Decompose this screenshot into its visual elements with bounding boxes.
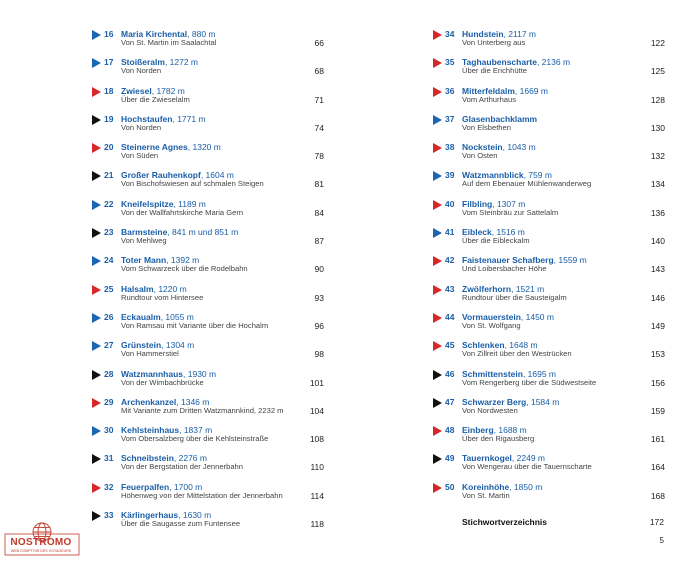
tour-number: 38 — [445, 142, 455, 153]
tour-number: 26 — [104, 311, 114, 322]
tour-route: Höhenweg von der Mittelstation der Jennerbahn — [121, 490, 283, 500]
toc-entry[interactable] — [92, 141, 324, 169]
tour-number: 41 — [445, 227, 455, 238]
page-number: 153 — [650, 349, 665, 360]
triangle-marker-icon — [433, 115, 442, 125]
triangle-marker-icon — [433, 426, 442, 436]
page-number: 140 — [650, 236, 665, 247]
tour-route: Vom Schwarzeck über die Rodelbahn — [121, 264, 248, 274]
page-number: 78 — [314, 151, 324, 162]
tour-route: Auf dem Ebenauer Mühlenwanderweg — [462, 179, 592, 189]
toc-entry[interactable] — [92, 28, 324, 56]
triangle-marker-icon — [433, 228, 442, 238]
tour-name: Watzmannblick — [462, 170, 524, 181]
tour-number: 19 — [104, 113, 114, 124]
tour-number: 18 — [104, 85, 114, 96]
tour-number: 21 — [104, 170, 114, 181]
triangle-marker-icon — [92, 228, 101, 238]
tour-name: Archenkanzel — [121, 396, 177, 407]
tour-number: 40 — [445, 198, 455, 209]
page-number: 118 — [310, 519, 324, 530]
toc-entry[interactable] — [433, 28, 665, 56]
tour-altitude: , 1688 m — [493, 425, 527, 436]
tour-route: Von Bischofswiesen auf schmalen Steigen — [121, 179, 264, 189]
tour-name: Einberg — [462, 425, 494, 436]
triangle-marker-icon — [92, 256, 101, 266]
tour-altitude: , 1559 m — [553, 255, 587, 266]
toc-entry[interactable] — [92, 509, 324, 537]
page-number: 161 — [650, 434, 665, 445]
triangle-marker-icon — [433, 30, 442, 40]
tour-name: Maria Kirchental — [121, 29, 188, 39]
tour-altitude: , 1850 m — [509, 481, 543, 492]
tour-route: Über den Rigausberg — [462, 434, 535, 444]
toc-entry[interactable] — [433, 396, 665, 424]
page-number: 74 — [314, 122, 324, 133]
toc-entry[interactable] — [433, 85, 665, 113]
tour-altitude: , 1346 m — [176, 396, 210, 407]
triangle-marker-icon — [433, 370, 442, 380]
tour-altitude: , 1648 m — [504, 340, 538, 351]
toc-entry[interactable] — [92, 85, 324, 113]
page-number: 81 — [314, 179, 324, 190]
page-number: 98 — [314, 349, 324, 360]
tour-name: Taghaubenscharte — [462, 57, 537, 68]
triangle-marker-icon — [92, 171, 101, 181]
tour-route: Von der Wallfahrtskirche Maria Gern — [121, 207, 244, 217]
toc-entry[interactable] — [433, 424, 665, 452]
toc-entry[interactable] — [92, 368, 324, 396]
tour-altitude: , 1630 m — [178, 510, 212, 521]
tour-name: Glasenbachklamm — [462, 113, 538, 124]
tour-name: Hochstaufen — [121, 113, 173, 124]
page-number: 130 — [650, 122, 665, 133]
triangle-marker-icon — [92, 398, 101, 408]
tour-number: 23 — [104, 227, 114, 238]
tour-route: Von Norden — [121, 122, 162, 132]
tour-number: 34 — [445, 29, 455, 39]
tour-name: Großer Rauhenkopf — [121, 170, 201, 181]
triangle-marker-icon — [92, 483, 101, 493]
tour-route: Und Loibersbacher Höhe — [462, 264, 547, 274]
tour-altitude: , 1771 m — [172, 113, 206, 124]
toc-entry[interactable] — [92, 311, 324, 339]
tour-number: 27 — [104, 340, 114, 351]
toc-entry[interactable] — [433, 254, 665, 282]
tour-altitude: , 1837 m — [179, 425, 213, 436]
page-number: 114 — [310, 490, 324, 501]
tour-name: Mitterfeldalm — [462, 85, 515, 96]
page-number: 143 — [650, 264, 665, 275]
triangle-marker-icon — [92, 30, 101, 40]
logo-wordmark: NOSTROMO — [10, 537, 72, 548]
tour-number: 49 — [445, 453, 455, 464]
page-number: 104 — [309, 405, 324, 416]
triangle-marker-icon — [92, 200, 101, 210]
tour-name: Eckaualm — [121, 311, 161, 322]
tour-altitude: , 1782 m — [151, 85, 185, 96]
tour-number: 28 — [104, 368, 114, 379]
toc-entry[interactable] — [92, 396, 324, 424]
tour-name: Hundstein — [462, 29, 504, 39]
tour-number: 35 — [445, 57, 455, 68]
tour-altitude: , 759 m — [523, 170, 552, 181]
tour-route: Über die Zwieselalm — [121, 94, 190, 104]
triangle-marker-icon — [92, 58, 101, 68]
tour-number: 48 — [445, 425, 455, 436]
page-number: 101 — [309, 377, 324, 388]
tour-number: 33 — [104, 510, 114, 521]
triangle-marker-icon — [92, 87, 101, 97]
tour-altitude: , 1516 m — [491, 227, 525, 238]
tour-number: 30 — [104, 425, 114, 436]
tour-name: Watzmannhaus — [121, 368, 184, 379]
tour-route: Von der Wimbachbrücke — [121, 377, 204, 387]
tour-name: Koreinhöhe — [462, 481, 510, 492]
toc-left-column — [92, 28, 324, 537]
tour-altitude: , 1307 m — [492, 198, 526, 209]
triangle-marker-icon — [433, 143, 442, 153]
tour-name: Eibleck — [462, 227, 492, 238]
triangle-marker-icon — [433, 58, 442, 68]
tour-route: Rundtour über die Sausteigalm — [462, 292, 567, 302]
tour-altitude: , 1521 m — [511, 283, 545, 294]
toc-entry[interactable] — [433, 169, 665, 197]
tour-route: Vom Obersalzberg über die Kehlsteinstraße — [121, 434, 269, 444]
tour-route: Von Ramsau mit Variante über die Hochalm — [121, 320, 269, 330]
triangle-marker-icon — [92, 285, 101, 295]
tour-number: 45 — [445, 340, 455, 351]
tour-name: Tauernkogel — [462, 453, 512, 464]
toc-entry[interactable] — [433, 198, 665, 226]
page-folio: 5 — [659, 536, 664, 545]
toc-entry[interactable] — [92, 452, 324, 480]
tour-route: Vom Arthurhaus — [462, 94, 517, 104]
tour-name: Steinerne Agnes — [121, 142, 188, 153]
tour-altitude: , 1604 m — [200, 170, 234, 181]
triangle-marker-icon — [92, 370, 101, 380]
tour-number: 46 — [445, 368, 455, 379]
triangle-marker-icon — [433, 483, 442, 493]
toc-entry[interactable] — [92, 198, 324, 226]
tour-route: Von Wengerau über die Tauernscharte — [462, 462, 592, 472]
tour-route: Mit Variante zum Dritten Watzmannkind, 2232 m — [121, 405, 284, 415]
triangle-marker-icon — [433, 285, 442, 295]
tour-number: 22 — [104, 198, 114, 209]
tour-number: 31 — [104, 453, 114, 464]
triangle-marker-icon — [433, 398, 442, 408]
tour-route: Von Zillreit über den Westrücken — [462, 349, 572, 359]
tour-altitude: , 2136 m — [536, 57, 571, 68]
logo-tagline: WEB COMPTOIR DES VOYAGEURS — [10, 549, 72, 553]
tour-route: Von Norden — [121, 66, 162, 76]
toc-entry[interactable] — [433, 226, 665, 254]
tour-name: Toter Mann — [121, 255, 167, 266]
triangle-marker-icon — [92, 143, 101, 153]
toc-entry[interactable] — [92, 339, 324, 367]
toc-entry[interactable] — [92, 113, 324, 141]
tour-route: Von der Bergstation der Jennerbahn — [121, 462, 244, 472]
tour-number: 43 — [445, 283, 455, 294]
tour-name: Zwölferhorn — [462, 283, 512, 294]
page-number: 149 — [650, 320, 665, 331]
toc-entry[interactable] — [433, 368, 665, 396]
tour-number: 16 — [104, 29, 114, 39]
tour-altitude: , 880 m — [187, 29, 216, 39]
toc-entry[interactable] — [92, 56, 324, 84]
tour-name: Vormauerstein — [462, 311, 521, 322]
tour-route: Von Nordwesten — [462, 405, 518, 415]
tour-altitude: , 2249 m — [511, 453, 545, 464]
tour-number: 47 — [445, 396, 455, 407]
tour-name: Halsalm — [121, 283, 154, 294]
tour-altitude: , 1304 m — [161, 340, 195, 351]
tour-name: Schmittenstein — [462, 368, 523, 379]
tour-number: 32 — [104, 481, 114, 492]
toc-entry[interactable] — [92, 424, 324, 452]
triangle-marker-icon — [92, 454, 101, 464]
page-number: 159 — [650, 405, 665, 416]
tour-route: Von Süden — [121, 151, 159, 161]
tour-route: Von Elsbethen — [462, 122, 511, 132]
tour-name: Kärlingerhaus — [121, 510, 179, 521]
tour-number: 39 — [445, 170, 455, 181]
page-number: 128 — [650, 94, 665, 105]
triangle-marker-icon — [433, 341, 442, 351]
tour-name: Kneifelspitze — [121, 198, 174, 209]
tour-name: Schneibstein — [121, 453, 174, 464]
tour-route: Von Hammerstiel — [121, 349, 179, 359]
tour-name: Stoißeralm — [121, 57, 165, 68]
page-number: 84 — [314, 207, 324, 218]
tour-number: 50 — [445, 481, 455, 492]
tour-altitude: , 1669 m — [514, 85, 548, 96]
tour-altitude: , 2117 m — [503, 29, 537, 39]
tour-altitude: , 1584 m — [526, 396, 560, 407]
tour-number: 29 — [104, 396, 114, 407]
toc-entry[interactable] — [92, 169, 324, 197]
page-number: 71 — [314, 94, 324, 105]
tour-number: 25 — [104, 283, 114, 294]
tour-altitude: , 1220 m — [153, 283, 187, 294]
tour-altitude: , 1392 m — [166, 255, 200, 266]
tour-number: 24 — [104, 255, 114, 266]
tour-route: Von Osten — [462, 151, 498, 161]
page-number: 164 — [650, 462, 665, 473]
page-number: 125 — [650, 66, 665, 77]
triangle-marker-icon — [433, 454, 442, 464]
tour-name: Schlenken — [462, 340, 505, 351]
tour-route: Über die Saugasse zum Funtensee — [121, 519, 241, 529]
toc-entry[interactable] — [92, 481, 324, 509]
toc-entry[interactable] — [92, 226, 324, 254]
toc-entry[interactable] — [92, 283, 324, 311]
tour-altitude: , 1055 m — [160, 311, 194, 322]
tour-route: Vom Rengerberg über die Südwestseite — [462, 377, 597, 387]
triangle-marker-icon — [433, 256, 442, 266]
tour-name: Kehlsteinhaus — [121, 425, 180, 436]
triangle-marker-icon — [92, 341, 101, 351]
page-number: 96 — [314, 320, 324, 331]
tour-route: Von Unterberg aus — [462, 38, 526, 47]
triangle-marker-icon — [92, 313, 101, 323]
tour-altitude: , 841 m und 851 m — [167, 227, 239, 238]
toc-entry[interactable] — [433, 56, 665, 84]
page-number: 87 — [314, 236, 324, 247]
tour-altitude: , 1450 m — [520, 311, 554, 322]
toc-entry[interactable] — [433, 339, 665, 367]
triangle-marker-icon — [433, 87, 442, 97]
page-number: 108 — [309, 434, 324, 445]
tour-name: Filbling — [462, 198, 493, 209]
page-number: 110 — [310, 462, 324, 473]
tour-number: 37 — [445, 113, 455, 124]
index-label[interactable]: Stichwortverzeichnis — [462, 517, 548, 527]
tour-altitude: , 2276 m — [173, 453, 207, 464]
tour-name: Feuerpalfen — [121, 481, 170, 492]
page-number: 146 — [650, 292, 665, 303]
tour-number: 17 — [104, 57, 114, 68]
triangle-marker-icon — [92, 511, 101, 521]
tour-name: Zwiesel — [121, 85, 152, 96]
toc-entry[interactable] — [433, 283, 665, 311]
tour-name: Grünstein — [121, 340, 162, 351]
page-number: 66 — [314, 38, 324, 48]
triangle-marker-icon — [92, 115, 101, 125]
tour-route: Über die Eibleckalm — [462, 236, 530, 246]
tour-route: Von Mehlweg — [121, 236, 167, 246]
tour-name: Nockstein — [462, 142, 503, 153]
tour-route: Vom Steinbräu zur Sattelalm — [462, 207, 559, 217]
tour-altitude: , 1320 m — [187, 142, 221, 153]
page-number: 68 — [314, 66, 324, 77]
toc-entry[interactable] — [433, 481, 665, 509]
tour-route: Von St. Martin — [462, 490, 510, 500]
tour-name: Barmsteine — [121, 227, 168, 238]
toc-entry[interactable] — [433, 452, 665, 480]
toc-entry[interactable] — [433, 311, 665, 339]
toc-entry[interactable] — [433, 113, 665, 141]
toc-entry[interactable] — [92, 254, 324, 282]
tour-altitude: , 1272 m — [164, 57, 199, 68]
triangle-marker-icon — [433, 200, 442, 210]
index-page-number: 172 — [649, 517, 664, 527]
tour-number: 36 — [445, 85, 455, 96]
tour-name: Faistenauer Schafberg — [462, 255, 554, 266]
page-number: 93 — [314, 292, 324, 303]
tour-altitude: , 1189 m — [173, 198, 206, 209]
page-number: 156 — [650, 377, 665, 388]
page-number: 136 — [650, 207, 665, 218]
tour-route: Von St. Martin im Saalachtal — [121, 38, 217, 47]
toc-right-column — [433, 28, 665, 509]
tour-route: Rundtour vom Hintersee — [121, 292, 204, 302]
page-number: 122 — [650, 38, 665, 48]
tour-number: 20 — [104, 142, 114, 153]
triangle-marker-icon — [92, 426, 101, 436]
page-number: 134 — [650, 179, 665, 190]
page-number: 90 — [314, 264, 324, 275]
tour-altitude: , 1700 m — [169, 481, 203, 492]
tour-altitude: , 1930 m — [183, 368, 217, 379]
tour-route: Über die Erichhütte — [462, 66, 528, 76]
tour-altitude: , 1695 m — [522, 368, 557, 379]
page-number: 168 — [650, 490, 665, 501]
page-number: 132 — [650, 151, 665, 162]
tour-route: Von St. Wolfgang — [462, 320, 521, 330]
tour-number: 44 — [445, 311, 455, 322]
tour-altitude: , 1043 m — [502, 142, 536, 153]
triangle-marker-icon — [433, 171, 442, 181]
triangle-marker-icon — [433, 313, 442, 323]
tour-number: 42 — [445, 255, 455, 266]
toc-entry[interactable] — [433, 141, 665, 169]
tour-name: Schwarzer Berg — [462, 396, 527, 407]
